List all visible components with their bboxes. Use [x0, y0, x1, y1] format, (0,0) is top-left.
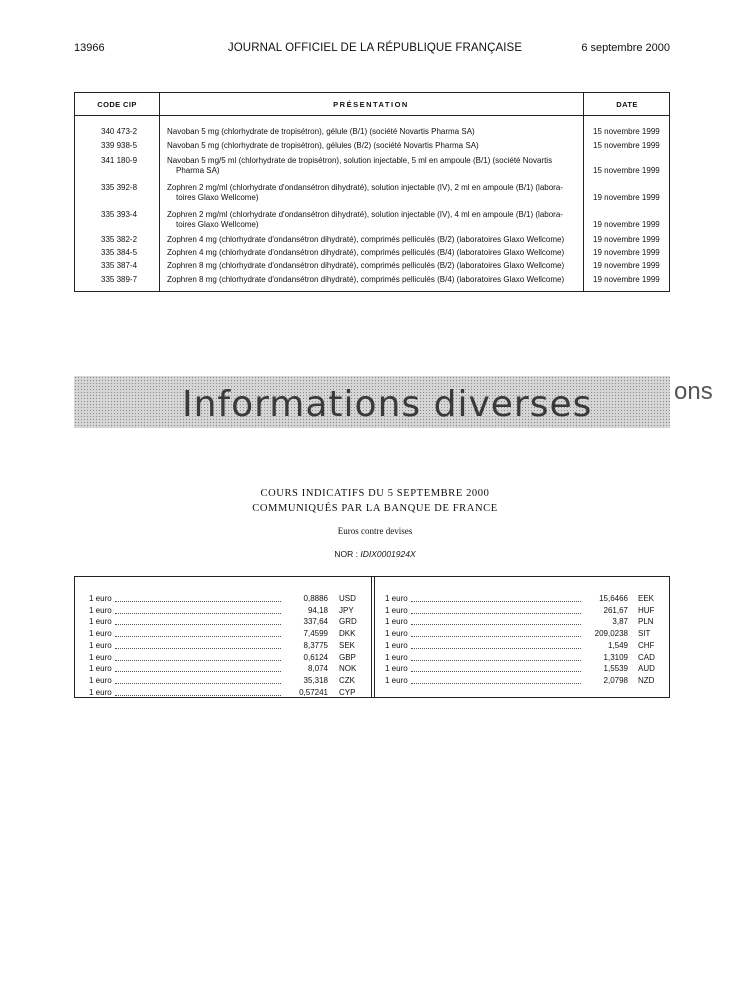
presentation-table	[74, 92, 670, 292]
currency-code: JPY	[339, 605, 354, 615]
rate-value: 8,3775	[303, 640, 328, 650]
rate-label: 1 euro	[385, 594, 408, 603]
currency-code: DKK	[339, 629, 356, 639]
leader-dots	[411, 643, 581, 649]
rate-value: 1,549	[607, 640, 628, 650]
cip-code: 335 392-8	[101, 183, 138, 192]
cip-code: 341 180-9	[101, 156, 138, 165]
journal-title: JOURNAL OFFICIEL DE LA RÉPUBLIQUE FRANÇAISE	[227, 42, 523, 54]
rate-value: 1,3109	[603, 652, 628, 662]
leader-dots	[411, 608, 581, 614]
rate-value: 209,0238	[594, 629, 628, 639]
presentation-text	[167, 141, 577, 151]
row-date: 15 novembre 1999	[593, 141, 660, 150]
rate-value: 2,0798	[603, 675, 628, 685]
presentation-line: toires Glaxo Wellcome)	[176, 220, 259, 229]
presentation-line: Pharma SA)	[176, 166, 220, 175]
currency-code: PLN	[638, 617, 654, 627]
row-date: 19 novembre 1999	[593, 248, 660, 257]
presentation-text	[167, 235, 577, 245]
rate-label: 1 euro	[89, 617, 112, 627]
cours-subtitle: Euros contre devises	[337, 526, 413, 536]
presentation-line: Navoban 5 mg (chlorhydrate de tropisétron), gélule (B/1) (société Novartis Pharma SA)	[167, 127, 475, 136]
presentation-line: Zophren 8 mg (chlorhydrate d'ondansétron dihydraté), comprimés pelliculés (B/2) (laboratoires Glaxo Wellcome)	[167, 261, 565, 270]
cip-code: 340 473-2	[101, 127, 138, 136]
leader-dots	[411, 619, 581, 625]
header-code-cip: CODE CIP	[97, 100, 137, 109]
currency-code: GRD	[339, 617, 357, 627]
rate-value: 7,4599	[303, 629, 328, 639]
cip-code: 335 384-5	[101, 248, 138, 257]
rate-value: 3,87	[612, 617, 628, 627]
rate-label: 1 euro	[89, 605, 112, 615]
currency-code: NOK	[339, 664, 357, 674]
rate-label: 1 euro	[89, 664, 112, 674]
presentation-line: Zophren 2 mg/ml (chlorhydrate d'ondansétron dihydraté), solution injectable (IV), 2 ml en ampoule (B/1) (labora-	[167, 183, 563, 192]
rate-row	[75, 663, 671, 675]
presentation-line: Navoban 5 mg/5 ml (chlorhydrate de tropisétron), solution injectable, 5 ml en ampoule (B/1) (société Novartis	[167, 156, 553, 165]
row-date: 19 novembre 1999	[593, 275, 660, 284]
cip-code: 339 938-5	[101, 141, 138, 150]
cip-code: 335 389-7	[101, 275, 138, 284]
nor-reference	[0, 549, 750, 559]
presentation-line: Zophren 8 mg (chlorhydrate d'ondansétron dihydraté), comprimés pelliculés (B/4) (laboratoires Glaxo Wellcome)	[167, 275, 565, 284]
rate-label: 1 euro	[385, 664, 408, 674]
rate-label: 1 euro	[89, 594, 112, 603]
issue-date: 6 septembre 2000	[581, 42, 670, 54]
leader-dots	[115, 690, 281, 696]
row-date: 19 novembre 1999	[593, 193, 660, 202]
rate-value: 337,64	[303, 617, 328, 627]
nor-value: IDIX0001924X	[360, 549, 416, 559]
rate-label: 1 euro	[89, 675, 112, 685]
rate-value: 0,8886	[303, 594, 328, 603]
rate-row	[75, 628, 671, 640]
leader-dots	[411, 666, 581, 672]
rate-value: 8,074	[307, 664, 328, 674]
presentation-text	[167, 183, 577, 203]
presentation-text	[167, 275, 577, 285]
rate-value: 94,18	[307, 605, 328, 615]
rate-label: 1 euro	[385, 652, 408, 662]
presentation-line: Zophren 4 mg (chlorhydrate d'ondansétron dihydraté), comprimés pelliculés (B/4) (laboratoires Glaxo Wellcome)	[167, 248, 565, 257]
header-presentation: PRÉSENTATION	[333, 100, 409, 109]
leader-dots	[411, 678, 581, 684]
section-banner	[74, 376, 713, 428]
rate-label: 1 euro	[385, 629, 408, 639]
rate-label: 1 euro	[89, 640, 112, 650]
currency-code: CYP	[339, 687, 356, 697]
currency-code: CHF	[638, 640, 655, 650]
row-date: 19 novembre 1999	[593, 235, 660, 244]
currency-code: AUD	[638, 664, 655, 674]
nor-label: NOR :	[334, 549, 358, 559]
banner-title: Informations diverses	[182, 384, 593, 425]
leader-dots	[411, 631, 581, 637]
rate-label: 1 euro	[89, 629, 112, 639]
column-divider	[159, 93, 160, 291]
currency-code: CZK	[339, 675, 355, 685]
exchange-rates-table	[74, 576, 670, 698]
rate-value: 0,6124	[303, 652, 328, 662]
header-divider	[75, 115, 669, 116]
cip-code: 335 387-4	[101, 261, 138, 270]
currency-code: GBP	[339, 652, 356, 662]
currency-code: USD	[339, 594, 356, 603]
presentation-text	[167, 248, 577, 258]
rate-row	[75, 593, 671, 605]
currency-code: NZD	[638, 675, 655, 685]
presentation-line: Zophren 4 mg (chlorhydrate d'ondansétron dihydraté), comprimés pelliculés (B/2) (laboratoires Glaxo Wellcome)	[167, 235, 565, 244]
rate-value: 15,6466	[599, 594, 628, 603]
leader-dots	[411, 655, 581, 661]
rate-row	[75, 605, 671, 617]
banner-ghost-text: ons	[674, 378, 713, 405]
rate-row	[75, 687, 671, 699]
row-date: 15 novembre 1999	[593, 127, 660, 136]
rate-row	[75, 640, 671, 652]
row-date: 15 novembre 1999	[593, 166, 660, 175]
leader-dots	[411, 596, 581, 602]
presentation-text	[167, 261, 577, 271]
presentation-text	[167, 127, 577, 137]
currency-code: HUF	[638, 605, 655, 615]
rate-label: 1 euro	[385, 617, 408, 627]
cours-title-line2: COMMUNIQUÉS PAR LA BANQUE DE FRANCE	[252, 503, 498, 514]
row-date: 19 novembre 1999	[593, 261, 660, 270]
presentation-text	[167, 210, 577, 230]
currency-code: SEK	[339, 640, 356, 650]
rate-label: 1 euro	[385, 640, 408, 650]
cours-title-line1: COURS INDICATIFS DU 5 SEPTEMBRE 2000	[260, 488, 490, 499]
currency-code: SIT	[638, 629, 651, 639]
rate-value: 0,57241	[299, 687, 328, 697]
currency-code: CAD	[638, 652, 655, 662]
cip-code: 335 382-2	[101, 235, 138, 244]
rate-row	[75, 616, 671, 628]
presentation-line: toires Glaxo Wellcome)	[176, 193, 259, 202]
rate-label: 1 euro	[385, 605, 408, 615]
rate-row	[75, 652, 671, 664]
rate-value: 261,67	[603, 605, 628, 615]
presentation-text	[167, 156, 577, 176]
cip-code: 335 393-4	[101, 210, 138, 219]
rate-label: 1 euro	[89, 652, 112, 662]
header-date: DATE	[616, 100, 638, 109]
currency-code: EEK	[638, 594, 655, 603]
row-date: 19 novembre 1999	[593, 220, 660, 229]
rate-label: 1 euro	[89, 687, 112, 697]
rate-row	[75, 675, 671, 687]
column-divider	[583, 93, 584, 291]
page-number: 13966	[74, 42, 105, 54]
presentation-line: Zophren 2 mg/ml (chlorhydrate d'ondansétron dihydraté), solution injectable (IV), 4 ml en ampoule (B/1) (labora-	[167, 210, 563, 219]
rate-value: 35,318	[303, 675, 328, 685]
presentation-line: Navoban 5 mg (chlorhydrate de tropisétron), gélules (B/2) (société Novartis Pharma SA)	[167, 141, 479, 150]
rate-label: 1 euro	[385, 675, 408, 685]
rate-value: 1,5539	[603, 664, 628, 674]
